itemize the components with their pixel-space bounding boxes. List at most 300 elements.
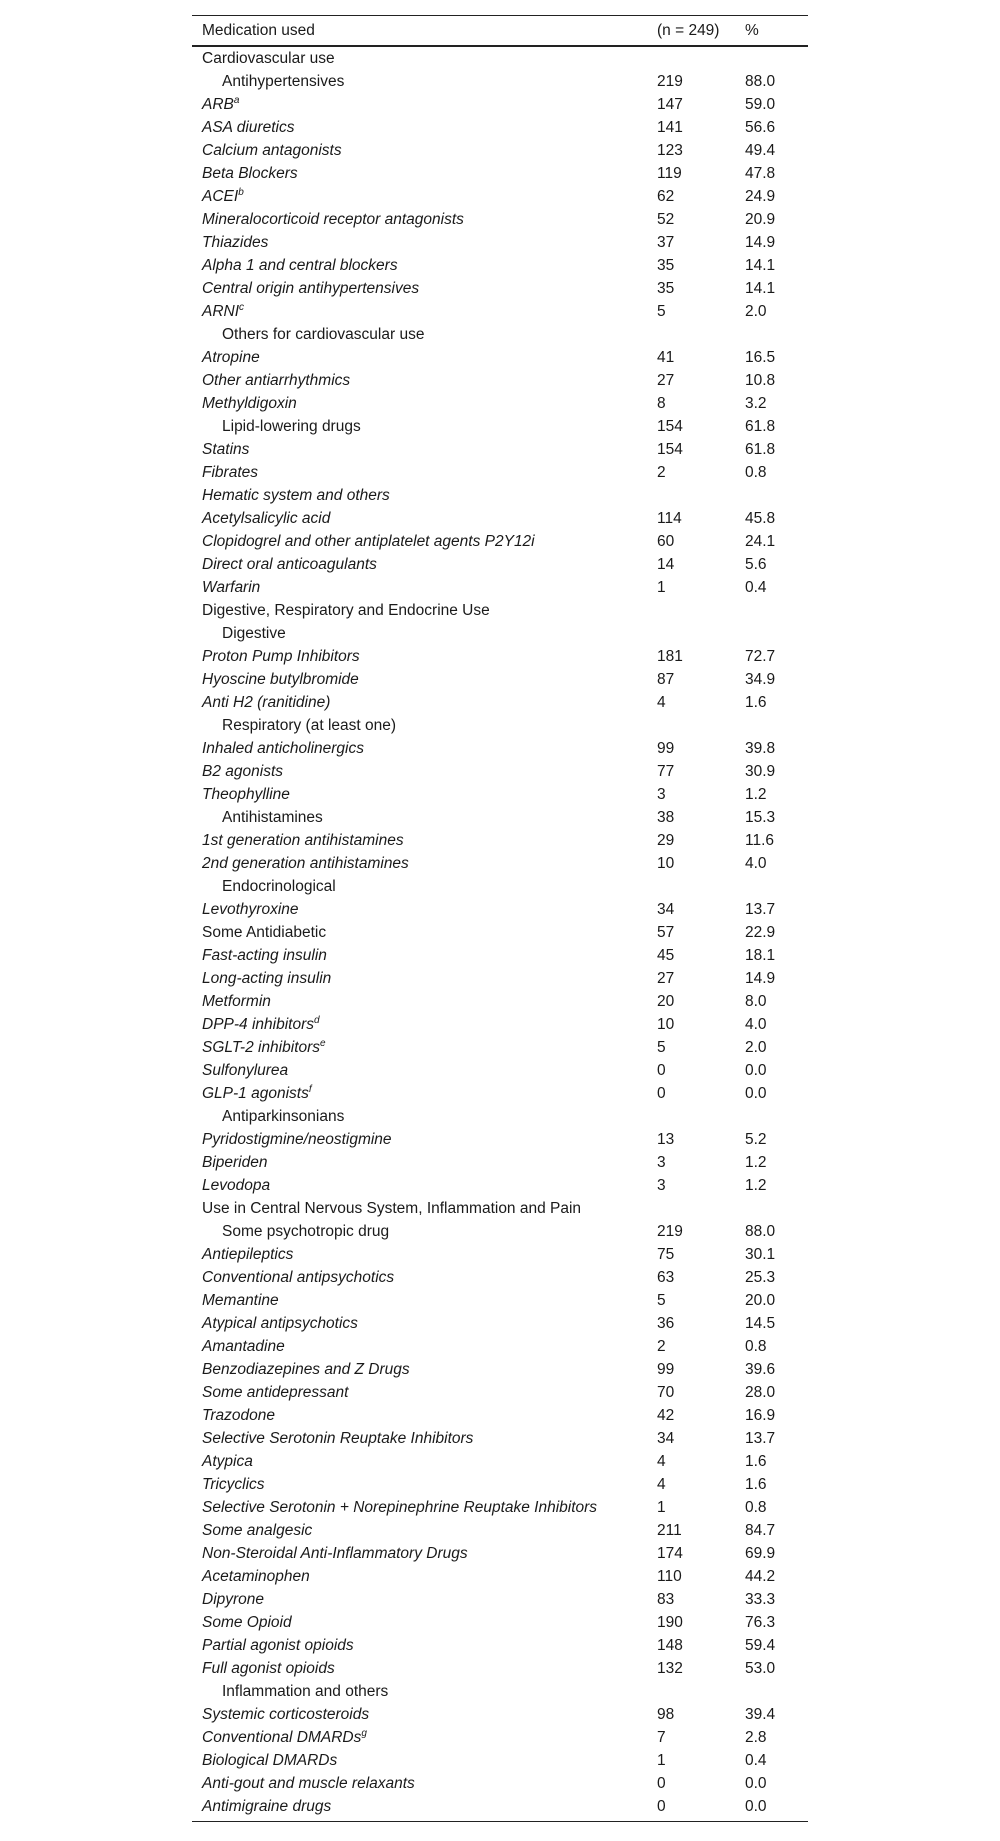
table-row [192,1496,808,1519]
medication-label: Atypica [202,1453,253,1470]
table-row [192,1013,808,1036]
medication-label: Conventional DMARDs [202,1729,362,1746]
count-cell: 3 [657,1177,666,1194]
percent-cell: 4.0 [745,855,767,872]
count-cell: 98 [657,1706,675,1723]
medication-name [202,737,364,760]
table-row [192,1128,808,1151]
table-row [192,116,808,139]
medication-name [202,1243,293,1266]
count-cell: 1 [657,1499,666,1516]
percent-cell: 3.2 [745,395,767,412]
medication-label: Some psychotropic drug [222,1223,390,1240]
count-cell: 52 [657,211,675,228]
count-cell: 114 [657,510,682,527]
medication-label: Use in Central Nervous System, Inflammation and Pain [202,1200,582,1217]
medication-name [202,1450,253,1473]
medication-label: ACEI [202,188,239,205]
count-cell: 132 [657,1660,683,1677]
table-row [192,944,808,967]
count-cell: 0 [657,1775,666,1792]
header-medication: Medication used [202,22,315,39]
medication-name [202,47,335,70]
percent-cell: 24.9 [745,188,776,205]
count-cell: 77 [657,763,675,780]
table-row [192,346,808,369]
medication-label: 1st generation antihistamines [202,832,404,849]
medication-name [202,1151,268,1174]
medication-label: Antihypertensives [222,73,345,90]
percent-cell: 0.0 [745,1062,767,1079]
medication-name [202,990,271,1013]
percent-cell: 2.8 [745,1729,767,1746]
medication-name [202,300,244,323]
count-cell: 3 [657,1154,666,1171]
medication-label: Sulfonylurea [202,1062,289,1079]
count-cell: 36 [657,1315,675,1332]
percent-cell: 14.1 [745,280,776,297]
count-cell: 154 [657,441,683,458]
medication-label: Antiparkinsonians [222,1108,345,1125]
table-row [192,1243,808,1266]
count-cell: 5 [657,1292,666,1309]
table-row [192,93,808,116]
medication-label: Warfarin [202,579,261,596]
header-n: (n = 249) [657,22,720,39]
count-cell: 3 [657,786,666,803]
medication-label: Proton Pump Inhibitors [202,648,360,665]
percent-cell: 34.9 [745,671,776,688]
medication-name [202,1726,367,1749]
percent-cell: 69.9 [745,1545,776,1562]
table-row [192,185,808,208]
medication-label: Thiazides [202,234,269,251]
percent-cell: 10.8 [745,372,776,389]
medication-name [222,70,344,93]
count-cell: 20 [657,993,675,1010]
count-cell: 75 [657,1246,675,1263]
table-row [192,714,808,737]
medication-name [202,438,249,461]
medication-label: ARB [202,96,234,113]
count-cell: 99 [657,1361,675,1378]
percent-cell: 30.9 [745,763,776,780]
percent-cell: 13.7 [745,1430,776,1447]
medication-name [202,1519,312,1542]
medication-name [202,1473,265,1496]
medication-name [202,1128,392,1151]
medication-name [202,162,298,185]
medication-label: Antimigraine drugs [202,1798,332,1815]
medication-label: Acetaminophen [202,1568,310,1585]
medication-label: Statins [202,441,250,458]
table-row [192,323,808,346]
table-row [192,1749,808,1772]
table-row [192,691,808,714]
medication-name [202,1657,335,1680]
percent-cell: 16.5 [745,349,776,366]
percent-cell: 15.3 [745,809,776,826]
table-row [192,668,808,691]
table-row [192,1059,808,1082]
medication-label: ASA diuretics [202,119,295,136]
medication-label: Others for cardiovascular use [222,326,425,343]
percent-cell: 45.8 [745,510,776,527]
medication-name [202,1174,270,1197]
medication-name [202,461,258,484]
medication-name [202,921,326,944]
table-row [192,760,808,783]
medication-name [202,507,330,530]
medication-name [202,1496,597,1519]
percent-cell: 53.0 [745,1660,776,1677]
medication-name [202,116,294,139]
medication-name [202,967,331,990]
percent-cell: 61.8 [745,418,776,435]
count-cell: 2 [657,464,666,481]
medication-name [202,1703,369,1726]
medication-label: Levodopa [202,1177,271,1194]
count-cell: 123 [657,142,683,159]
medication-name [202,1588,264,1611]
medication-name [222,323,424,346]
percent-cell: 25.3 [745,1269,776,1286]
percent-cell: 13.7 [745,901,776,918]
medication-label: Some Opioid [202,1614,292,1631]
count-cell: 83 [657,1591,675,1608]
percent-cell: 76.3 [745,1614,776,1631]
medication-label: Fast-acting insulin [202,947,327,964]
medication-name [202,1772,415,1795]
table-row [192,231,808,254]
count-cell: 29 [657,832,675,849]
table-row [192,277,808,300]
medication-label: Trazodone [202,1407,275,1424]
table-row [192,70,808,93]
medication-label: Full agonist opioids [202,1660,335,1677]
percent-cell: 16.9 [745,1407,776,1424]
table-body [192,47,808,1818]
table-row [192,622,808,645]
table-row [192,1174,808,1197]
count-cell: 4 [657,1453,666,1470]
count-cell: 60 [657,533,675,550]
table-row [192,1657,808,1680]
count-cell: 41 [657,349,675,366]
footnote-marker: a [233,95,240,106]
count-cell: 10 [657,855,675,872]
medication-name [202,944,327,967]
percent-cell: 14.1 [745,257,776,274]
count-cell: 27 [657,970,675,987]
medication-label: Digestive [222,625,286,642]
medication-label: Anti H2 (ranitidine) [202,694,331,711]
medication-name [202,1036,326,1059]
medication-name [202,530,535,553]
count-cell: 190 [657,1614,683,1631]
medication-name [202,277,419,300]
count-cell: 119 [657,165,682,182]
table-row [192,829,808,852]
percent-cell: 24.1 [745,533,776,550]
table-row [192,1565,808,1588]
percent-cell: 5.6 [745,556,767,573]
percent-cell: 4.0 [745,1016,767,1033]
medication-label: Inflammation and others [222,1683,389,1700]
medication-label: Selective Serotonin + Norepinephrine Reuptake Inhibitors [202,1499,598,1516]
medication-name [222,714,396,737]
table-row [192,737,808,760]
medication-name [202,1013,320,1036]
table-row [192,139,808,162]
count-cell: 0 [657,1085,666,1102]
percent-cell: 14.9 [745,970,776,987]
percent-cell: 22.9 [745,924,776,941]
medication-label: GLP-1 agonists [202,1085,309,1102]
percent-cell: 88.0 [745,1223,776,1240]
table-row [192,1404,808,1427]
table-row [192,392,808,415]
table-row [192,1358,808,1381]
medication-label: Other antiarrhythmics [202,372,351,389]
count-cell: 38 [657,809,675,826]
medication-name [202,254,398,277]
table-row [192,1381,808,1404]
medication-name [202,1565,310,1588]
count-cell: 10 [657,1016,675,1033]
percent-cell: 0.8 [745,1338,767,1355]
percent-cell: 0.0 [745,1775,767,1792]
percent-cell: 72.7 [745,648,776,665]
percent-cell: 59.0 [745,96,776,113]
table-row [192,415,808,438]
percent-cell: 5.2 [745,1131,767,1148]
count-cell: 57 [657,924,675,941]
table-row [192,1427,808,1450]
percent-cell: 1.2 [745,1154,767,1171]
percent-cell: 0.4 [745,579,767,596]
medication-name [202,691,330,714]
table-row [192,1611,808,1634]
percent-cell: 88.0 [745,73,776,90]
count-cell: 147 [657,96,683,113]
percent-cell: 14.5 [745,1315,776,1332]
count-cell: 14 [657,556,675,573]
medication-label: Benzodiazepines and Z Drugs [202,1361,410,1378]
table-row [192,806,808,829]
medication-name [202,576,260,599]
medication-label: Beta Blockers [202,165,298,182]
medication-name [202,1358,410,1381]
percent-cell: 1.6 [745,1453,767,1470]
medication-name [202,1404,275,1427]
table-row [192,1795,808,1818]
table-row [192,990,808,1013]
table-row [192,576,808,599]
table-row [192,1588,808,1611]
percent-cell: 30.1 [745,1246,776,1263]
table-row [192,1151,808,1174]
footnote-marker: f [308,1084,312,1095]
count-cell: 148 [657,1637,683,1654]
table-row [192,1634,808,1657]
table-row [192,300,808,323]
medication-name [202,668,359,691]
medication-label: Inhaled anticholinergics [202,740,364,757]
medication-table [192,15,808,1822]
percent-cell: 61.8 [745,441,776,458]
table-row [192,1450,808,1473]
medication-name [202,484,390,507]
medication-name [222,415,361,438]
medication-name [202,645,360,668]
table-row [192,553,808,576]
medication-label: SGLT-2 inhibitors [202,1039,321,1056]
medication-name [222,622,286,645]
medication-label: Cardiovascular use [202,50,335,67]
count-cell: 174 [657,1545,683,1562]
medication-label: Digestive, Respiratory and Endocrine Use [202,602,490,619]
table-row [192,645,808,668]
table-row [192,484,808,507]
table-row [192,1312,808,1335]
count-cell: 1 [657,579,666,596]
count-cell: 87 [657,671,675,688]
medication-label: Some Antidiabetic [202,924,327,941]
medication-label: Respiratory (at least one) [222,717,397,734]
table-row [192,208,808,231]
footnote-marker: e [320,1038,326,1049]
table-row [192,1105,808,1128]
medication-name [202,185,244,208]
medication-name [202,346,260,369]
count-cell: 34 [657,901,675,918]
count-cell: 63 [657,1269,675,1286]
medication-label: Calcium antagonists [202,142,342,159]
count-cell: 219 [657,1223,683,1240]
count-cell: 7 [657,1729,666,1746]
medication-name [202,1749,337,1772]
table-row [192,507,808,530]
medication-name [202,208,464,231]
medication-label: Systemic corticosteroids [202,1706,370,1723]
medication-label: Amantadine [202,1338,285,1355]
table-row [192,162,808,185]
percent-cell: 0.8 [745,464,767,481]
percent-cell: 47.8 [745,165,776,182]
medication-label: Memantine [202,1292,279,1309]
table-row [192,1289,808,1312]
count-cell: 110 [657,1568,682,1585]
medication-name [202,760,283,783]
medication-label: Central origin antihypertensives [202,280,420,297]
medication-name [202,231,268,254]
count-cell: 2 [657,1338,666,1355]
medication-label: Anti-gout and muscle relaxants [202,1775,415,1792]
count-cell: 34 [657,1430,675,1447]
count-cell: 154 [657,418,683,435]
medication-name [202,1611,292,1634]
medication-label: Some analgesic [202,1522,313,1539]
percent-cell: 2.0 [745,1039,767,1056]
medication-name [202,1082,312,1105]
table-row [192,875,808,898]
medication-label: ARNI [202,303,240,320]
medication-name [202,392,297,415]
medication-label: Hyoscine butylbromide [202,671,359,688]
medication-label: Some antidepressant [202,1384,349,1401]
percent-cell: 49.4 [745,142,776,159]
count-cell: 99 [657,740,675,757]
percent-cell: 84.7 [745,1522,776,1539]
count-cell: 181 [657,648,683,665]
medication-name [202,829,404,852]
percent-cell: 8.0 [745,993,767,1010]
count-cell: 8 [657,395,666,412]
count-cell: 70 [657,1384,675,1401]
count-cell: 219 [657,73,683,90]
medication-label: Theophylline [202,786,290,803]
table-row [192,1726,808,1749]
medication-name [222,806,323,829]
table-row [192,438,808,461]
table-row [192,599,808,622]
count-cell: 42 [657,1407,675,1424]
table-row [192,1335,808,1358]
medication-name [202,1634,354,1657]
footnote-marker: b [238,187,244,198]
table-row [192,1703,808,1726]
footnote-marker: d [314,1015,320,1026]
medication-label: Atypical antipsychotics [202,1315,358,1332]
medication-label: Alpha 1 and central blockers [202,257,398,274]
medication-label: Endocrinological [222,878,336,895]
table-header [192,15,808,47]
table-row [192,1266,808,1289]
table-row [192,530,808,553]
medication-label: Clopidogrel and other antiplatelet agents P2Y12i [202,533,535,550]
medication-label: Hematic system and others [202,487,390,504]
percent-cell: 14.9 [745,234,776,251]
count-cell: 4 [657,1476,666,1493]
medication-name [202,1266,394,1289]
count-cell: 1 [657,1752,666,1769]
count-cell: 141 [657,119,683,136]
medication-label: Conventional antipsychotics [202,1269,395,1286]
medication-name [202,553,377,576]
percent-cell: 0.4 [745,1752,767,1769]
percent-cell: 0.0 [745,1085,767,1102]
count-cell: 27 [657,372,675,389]
count-cell: 37 [657,234,675,251]
percent-cell: 0.8 [745,1499,767,1516]
medication-name [202,139,342,162]
table-row [192,461,808,484]
medication-label: DPP-4 inhibitors [202,1016,314,1033]
table-row [192,1473,808,1496]
percent-cell: 59.4 [745,1637,776,1654]
table-row [192,1082,808,1105]
count-cell: 0 [657,1062,666,1079]
medication-name [202,1795,331,1818]
header-percent: % [745,22,759,39]
medication-label: Pyridostigmine/neostigmine [202,1131,392,1148]
medication-name [202,783,290,806]
table-row [192,783,808,806]
medication-label: 2nd generation antihistamines [202,855,409,872]
medication-name [222,1680,388,1703]
percent-cell: 1.6 [745,1476,767,1493]
